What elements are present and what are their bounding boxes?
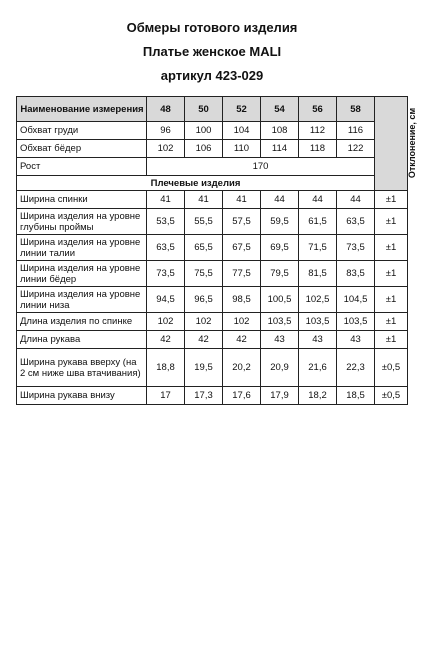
table-row — [17, 287, 408, 313]
table-cell: 65,5 — [185, 235, 223, 261]
table-cell: 44 — [299, 191, 337, 209]
table-cell: 22,3 — [337, 349, 375, 387]
table-cell: 118 — [299, 140, 337, 158]
table-row — [17, 209, 408, 235]
size-header: 48 — [147, 97, 185, 122]
table-cell: 103,5 — [261, 313, 299, 331]
article-number: артикул 423-029 — [160, 68, 264, 83]
deviation-cell: ±1 — [375, 191, 408, 209]
table-cell: 19,5 — [185, 349, 223, 387]
table-cell: 116 — [337, 122, 375, 140]
table-cell: 20,9 — [261, 349, 299, 387]
deviation-cell: ±1 — [375, 209, 408, 235]
table-cell: 18,5 — [337, 387, 375, 405]
table-cell: 18,8 — [147, 349, 185, 387]
table-cell: 18,2 — [299, 387, 337, 405]
table-cell: 106 — [185, 140, 223, 158]
table-cell: 55,5 — [185, 209, 223, 235]
section-title: Плечевые изделия — [17, 176, 375, 191]
row-name: Ширина спинки — [17, 191, 147, 209]
table-cell: 17,6 — [223, 387, 261, 405]
table-row — [17, 235, 408, 261]
deviation-cell: ±1 — [375, 331, 408, 349]
table-cell: 17,3 — [185, 387, 223, 405]
table-cell: 100 — [185, 122, 223, 140]
table-cell: 94,5 — [147, 287, 185, 313]
table-cell: 114 — [261, 140, 299, 158]
row-name: Ширина изделия на уровне линии низа — [17, 287, 147, 313]
row-name: Ширина изделия на уровне линии талии — [17, 235, 147, 261]
page-header — [0, 16, 424, 88]
table-cell: 104,5 — [337, 287, 375, 313]
deviation-cell: ±1 — [375, 287, 408, 313]
row-name: Рост — [17, 158, 147, 176]
document-title: Обмеры готового изделия — [126, 20, 298, 35]
table-cell: 43 — [261, 331, 299, 349]
table-cell: 71,5 — [299, 235, 337, 261]
table-cell: 44 — [337, 191, 375, 209]
table-cell: 102,5 — [299, 287, 337, 313]
table-row — [17, 349, 408, 387]
table-cell: 42 — [185, 331, 223, 349]
table-cell: 21,6 — [299, 349, 337, 387]
height-value: 170 — [147, 158, 375, 176]
table-row — [17, 313, 408, 331]
table-cell: 108 — [261, 122, 299, 140]
table-cell: 112 — [299, 122, 337, 140]
deviation-cell: ±0,5 — [375, 387, 408, 405]
table-row — [17, 158, 408, 176]
deviation-cell: ±0,5 — [375, 349, 408, 387]
table-cell: 57,5 — [223, 209, 261, 235]
size-header: 52 — [223, 97, 261, 122]
table-cell: 104 — [223, 122, 261, 140]
row-name: Обхват бёдер — [17, 140, 147, 158]
row-name: Обхват груди — [17, 122, 147, 140]
table-cell: 59,5 — [261, 209, 299, 235]
table-cell: 73,5 — [337, 235, 375, 261]
size-header: 56 — [299, 97, 337, 122]
table-cell: 42 — [147, 331, 185, 349]
table-row — [17, 191, 408, 209]
table-cell: 75,5 — [185, 261, 223, 287]
size-header: 50 — [185, 97, 223, 122]
row-name: Ширина рукава внизу — [17, 387, 147, 405]
size-header: 58 — [337, 97, 375, 122]
table-row — [17, 122, 408, 140]
row-name: Длина изделия по спинке — [17, 313, 147, 331]
table-cell: 63,5 — [147, 235, 185, 261]
table-cell: 41 — [223, 191, 261, 209]
table-cell: 122 — [337, 140, 375, 158]
table-cell: 96 — [147, 122, 185, 140]
table-cell: 81,5 — [299, 261, 337, 287]
size-header: 54 — [261, 97, 299, 122]
table-row — [17, 140, 408, 158]
table-cell: 79,5 — [261, 261, 299, 287]
table-cell: 43 — [337, 331, 375, 349]
table-cell: 77,5 — [223, 261, 261, 287]
table-cell: 102 — [223, 313, 261, 331]
table-row — [17, 331, 408, 349]
table-cell: 63,5 — [337, 209, 375, 235]
table-cell: 20,2 — [223, 349, 261, 387]
measurements-table — [16, 96, 418, 405]
table-cell: 41 — [147, 191, 185, 209]
table-cell: 102 — [147, 313, 185, 331]
table-cell: 102 — [185, 313, 223, 331]
row-name: Ширина изделия на уровне глубины проймы — [17, 209, 147, 235]
deviation-column-header — [375, 97, 418, 191]
table-cell: 102 — [147, 140, 185, 158]
table-row — [17, 387, 408, 405]
deviation-cell: ±1 — [375, 261, 408, 287]
table-cell: 43 — [299, 331, 337, 349]
table-cell: 42 — [223, 331, 261, 349]
table-cell: 96,5 — [185, 287, 223, 313]
table-cell: 67,5 — [223, 235, 261, 261]
table-cell: 17,9 — [261, 387, 299, 405]
row-name: Ширина рукава вверху (на 2 см ниже шва втачивания) — [17, 349, 147, 387]
table-cell: 98,5 — [223, 287, 261, 313]
row-name: Ширина изделия на уровне линии бёдер — [17, 261, 147, 287]
name-column-header: Наименование измерения — [17, 97, 147, 122]
table-cell: 53,5 — [147, 209, 185, 235]
table-cell: 100,5 — [261, 287, 299, 313]
table-cell: 69,5 — [261, 235, 299, 261]
deviation-cell: ±1 — [375, 235, 408, 261]
table-cell: 73,5 — [147, 261, 185, 287]
table-header-row — [17, 97, 408, 122]
table-row — [17, 261, 408, 287]
table-cell: 83,5 — [337, 261, 375, 287]
deviation-header-label: Отклонение, см — [407, 107, 418, 179]
table-cell: 103,5 — [337, 313, 375, 331]
section-header-row — [17, 176, 408, 191]
product-name: Платье женское MALI — [142, 44, 282, 59]
table-cell: 41 — [185, 191, 223, 209]
table-cell: 61,5 — [299, 209, 337, 235]
row-name: Длина рукава — [17, 331, 147, 349]
deviation-cell: ±1 — [375, 313, 408, 331]
table-cell: 44 — [261, 191, 299, 209]
table-cell: 103,5 — [299, 313, 337, 331]
table-cell: 110 — [223, 140, 261, 158]
table-cell: 17 — [147, 387, 185, 405]
